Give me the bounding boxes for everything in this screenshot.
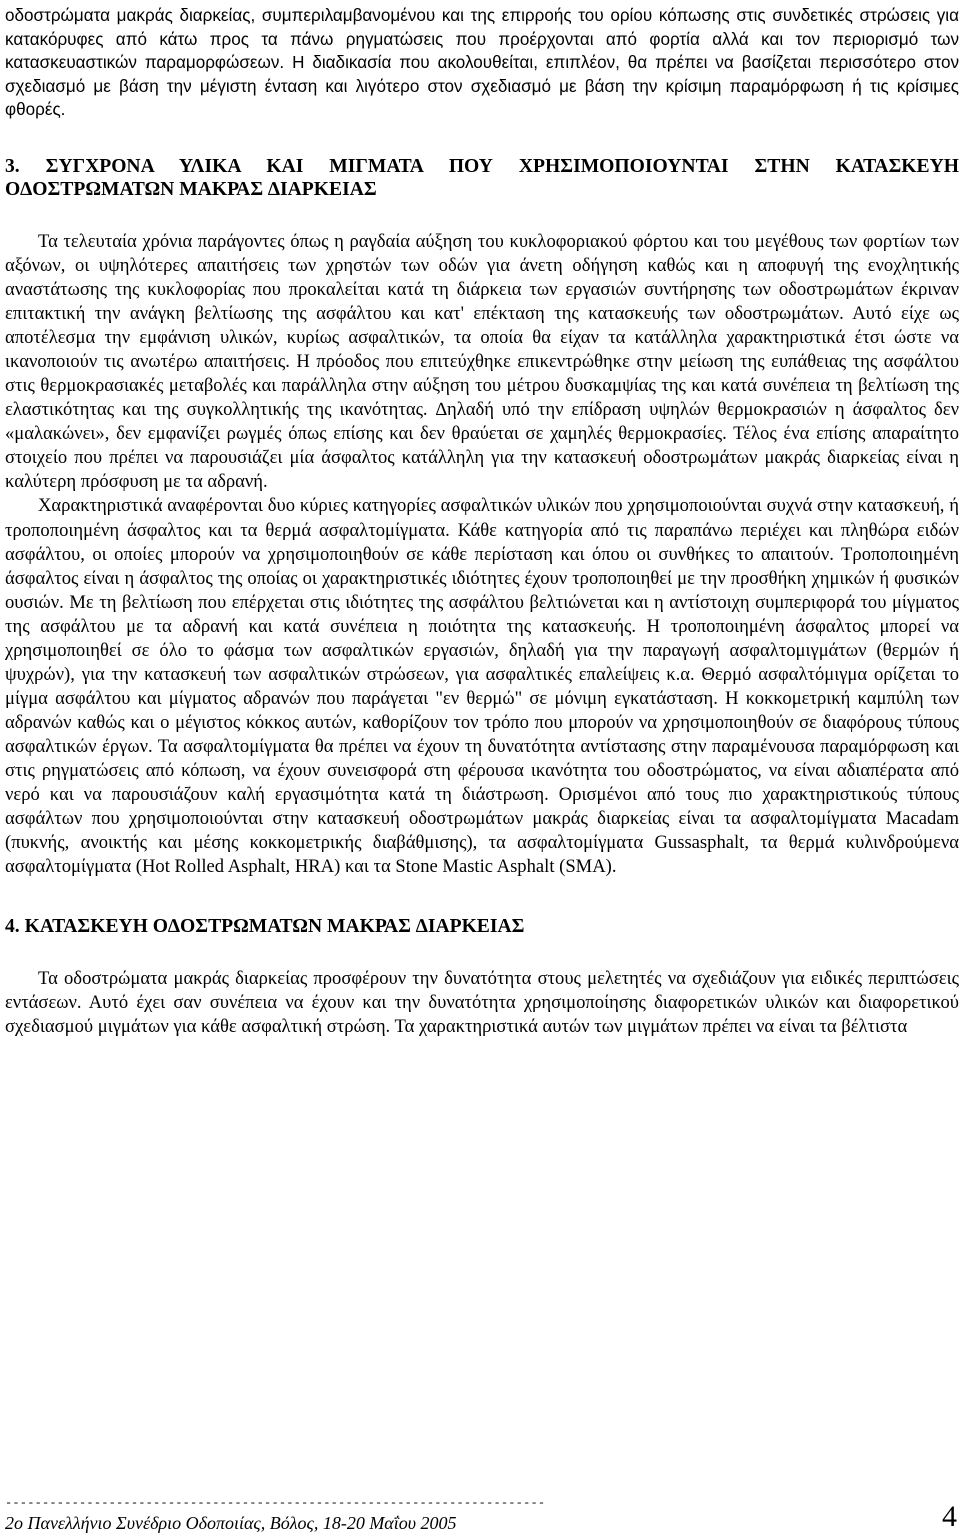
page-number: 4 [942, 1500, 957, 1533]
footer-rule: ------------------------------------------------------------------------- [5, 1496, 546, 1510]
document-page [5, 4, 959, 1039]
section-3-paragraph-1: Τα τελευταία χρόνια παράγοντες όπως η ραγδαία αύξηση του κυκλοφοριακού φόρτου και του μεγέθους των φορτίων των αξόνων, οι υψηλότερες απαιτήσεις των χρηστών των οδών για άνετη οδήγηση καθώς και η αποφυγή της ενοχλητικής αναστάτωσης της κυκλοφορίας που προκαλείται κατά τη διάρκεια των εργασιών συντήρησης των οδοστρωμάτων έκριναν επιτακτική την ανάγκη βελτίωσης της ασφάλτου και κατ' επέκταση της κατασκευής των οδοστρωμάτων. Αυτό είχε ως αποτέλεσμα την εμφάνιση υλικών, κυρίως ασφαλτικών, τα οποία θα είχαν τα κατάλληλα χαρακτηριστικά έτσι ώστε να ικανοποιούν τις ανωτέρω απαιτήσεις. Η πρόοδος που επιτεύχθηκε επικεντρώθηκε στην μείωση της ευπάθειας της ασφάλτου στις θερμοκρασιακές μεταβολές και παράλληλα στην αύξηση του μέτρου δυσκαμψίας της και κατά συνέπεια τη βελτίωση της ελαστικότητας και της συγκολλητικής της ικανότητας. ∆ηλαδή υπό την επίδραση υψηλών θερμοκρασιών η άσφαλτος δεν «μαλακώνει», δεν εμφανίζει ρωγμές όπως επίσης και δεν θραύεται σε χαμηλές θερμοκρασίες. Τέλος ένα επίσης απαραίτητο στοιχείο που πρέπει να παρουσιάζει μία άσφαλτος κατάλληλη για την κατασκευή οδοστρωμάτων μακράς διαρκείας είναι η καλύτερη πρόσφυση με τα αδρανή. [5, 230, 959, 493]
section-3-paragraph-2: Χαρακτηριστικά αναφέρονται δυο κύριες κατηγορίες ασφαλτικών υλικών που χρησιμοποιούνται συχνά στην κατασκευή, ή τροποποιημένη άσφαλτος και τα θερμά ασφαλτομίγματα. Κάθε κατηγορία από τις παραπάνω περιέχει και πληθώρα ειδών ασφάλτου, οι οποίες μπορούν να χρησιμοποιηθούν σε κάθε περίσταση και όπου οι συνθήκες το απαιτούν. Τροποποιημένη άσφαλτος είναι η άσφαλτος της οποίας οι χαρακτηριστικές ιδιότητες έχουν τροποποιηθεί με την προσθήκη χημικών ή φυσικών ουσιών. Με τη βελτίωση που επέρχεται στις ιδιότητες της ασφάλτου βελτιώνεται και η αντίστοιχη συμπεριφορά του μίγματος της ασφάλτου με τα αδρανή και κατά συνέπεια η ποιότητα της κατασκευής. Η τροποποιημένη άσφαλτος μπορεί να χρησιμοποιηθεί σε όλο το φάσμα των ασφαλτικών εργασιών, δηλαδή για την παραγωγή ασφαλτομιγμάτων (θερμών ή ψυχρών), για την κατασκευή των ασφαλτικών στρώσεων, για ασφαλτικές επαλείψεις κ.α. Θερμό ασφαλτόμιγμα ορίζεται το μίγμα ασφάλτου και μίγματος αδρανών που παράγεται "εν θερμώ" σε μόνιμη εγκατάσταση. Η κοκκομετρική καμπύλη των αδρανών καθώς και ο μέγιστος κόκκος αυτών, καθορίζουν τον τρόπο που μπορούν να χρησιμοποιηθούν σε διαφόρους τύπους ασφαλτικών έργων. Τα ασφαλτομίγματα θα πρέπει να έχουν τη δυνατότητα αντίστασης στην παραμένουσα παραμόρφωση και στις ρηγματώσεις από κόπωση, να έχουν συνεισφορά στη φέρουσα ικανότητα του οδοστρώματος, να είναι αδιαπέρατα από νερό και να παρουσιάζουν καλή εργασιμότητα κατά τη διάστρωση. Ορισμένοι από τους πιο χαρακτηριστικούς τύπους ασφάλτων που χρησιμοποιούνται στην κατασκευή οδοστρωμάτων μακράς διαρκείας είναι τα ασφαλτομίγματα Macadam (πυκνής, ανοικτής και μέσης κοκκομετρικής διαβάθμισης), τα ασφαλτομίγματα Gussasphalt, τα θερμά κυλινδρούμενα ασφαλτομίγματα (Hot Rolled Asphalt, HRA) και τα Stone Mastic Asphalt (SMA). [5, 495, 959, 878]
footer-conference: 2ο Πανελλήνιο Συνέδριο Οδοποιίας, Βόλος, 18-20 Μαΐου 2005 [5, 1513, 457, 1533]
spacer [5, 939, 959, 967]
intro-paragraph: οδοστρώματα μακράς διαρκείας, συμπεριλαμβανομένου και της επιρροής του ορίου κόπωσης στις συνδετικές στρώσεις για κατακόρυφες από κάτω προς τα πάνω ρηγματώσεις που προέρχονται από φορτία αλλά και τον περιορισμό των κατασκευαστικών παραμορφώσεων. Η διαδικασία που ακολουθείται, επιπλέον, θα πρέπει να βασίζεται περισσότερο στον σχεδιασμό με βάση την μέγιστη ένταση και λιγότερο στον σχεδιασμό με βάση την κρίσιμη παραμόρφωση ή τις κρίσιμες φθορές. [5, 6, 959, 120]
section-3-title: 3. ΣΥΓΧΡΟΝΑ ΥΛΙΚΑ ΚΑΙ ΜΙΓΜΑΤΑ ΠΟΥ ΧΡΗΣΙΜΟΠΟΙΟΥΝΤΑΙ ΣΤΗΝ ΚΑΤΑΣΚΕΥΗ Ο∆ΟΣΤΡΩΜΑΤΩΝ ΜΑΚΡΑΣ ∆ΙΑΡΚΕΙΑΣ [5, 155, 959, 201]
spacer [5, 122, 959, 155]
section-4-title: 4. ΚΑΤΑΣΚΕΥΗ Ο∆ΟΣΤΡΩΜΑΤΩΝ ΜΑΚΡΑΣ ∆ΙΑΡΚΕΙΑΣ [5, 916, 525, 938]
spacer [5, 879, 959, 915]
spacer [5, 202, 959, 230]
section-4-paragraph-1: Τα οδοστρώματα μακράς διαρκείας προσφέρουν την δυνατότητα στους μελετητές να σχεδιάζουν για ειδικές περιπτώσεις εντάσεων. Αυτό έχει σαν συνέπεια να έχουν και την δυνατότητα χρησιμοποίησης διαφορετικών υλικών και διαφορετικού σχεδιασμού μιγμάτων για κάθε ασφαλτική στρώση. Τα χαρακτηριστικά αυτών των μιγμάτων πρέπει να είναι τα βέλτιστα [5, 967, 959, 1037]
